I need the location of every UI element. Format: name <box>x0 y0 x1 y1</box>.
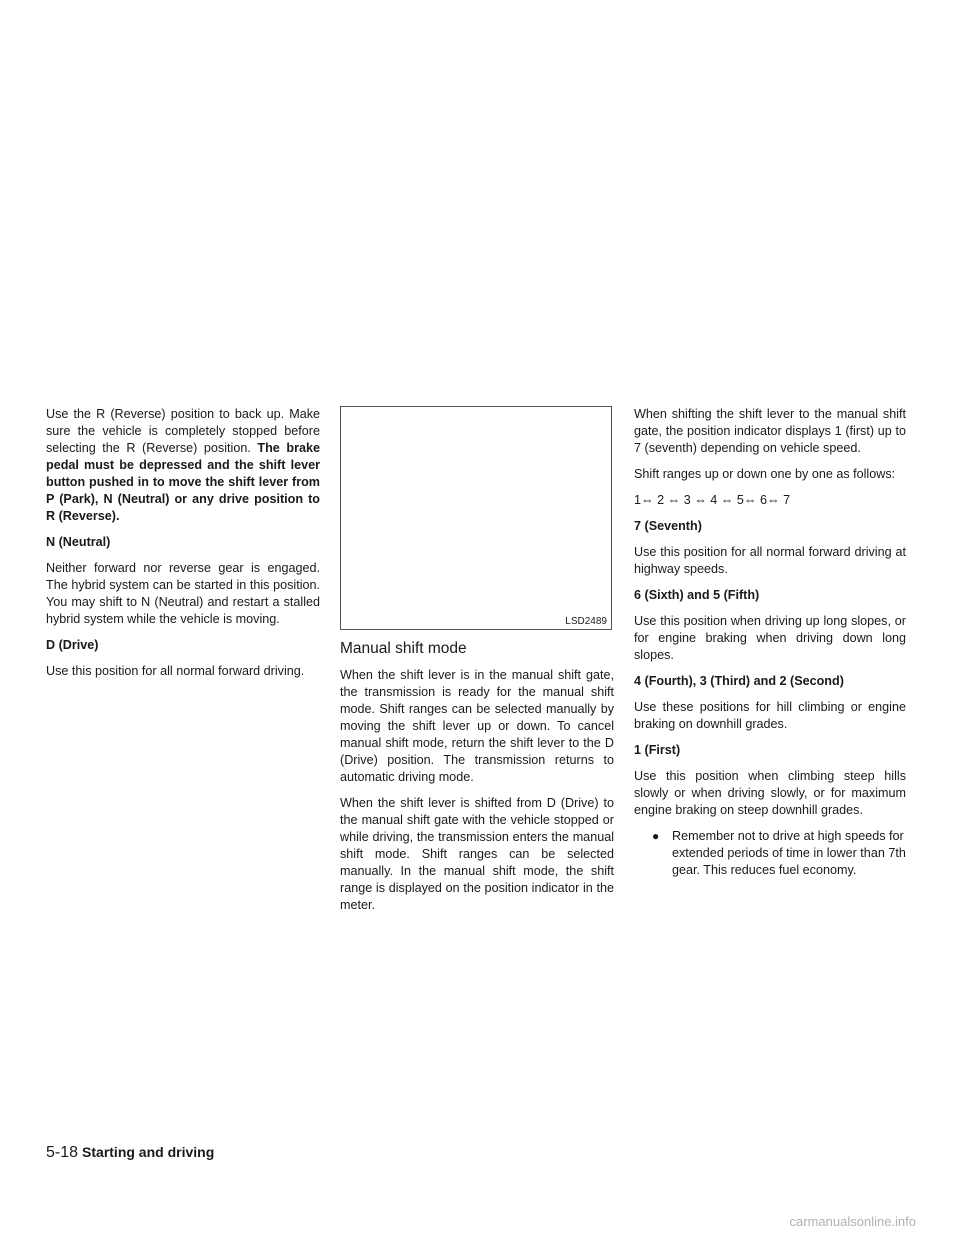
page-number: 5-18 <box>46 1144 79 1161</box>
seventh-heading: 7 (Seventh) <box>634 519 702 533</box>
shift-ranges-paragraph: Shift ranges up or down one by one as follows: <box>634 467 896 481</box>
manual-shift-heading: Manual shift mode <box>340 640 467 657</box>
bullet-item <box>652 828 906 879</box>
sixth-fifth-heading: 6 (Sixth) and 5 (Fifth) <box>634 588 760 602</box>
right-column <box>634 406 906 879</box>
neutral-heading: N (Neutral) <box>46 535 111 549</box>
left-column <box>46 406 320 689</box>
bullet-text: Remember not to drive at high speeds for extended periods of time in lower than 7th gear. This reduces fuel economy. <box>672 829 906 877</box>
manual-shift-paragraph-2: When the shift lever is shifted from D (Drive) to the manual shift gate with the vehicle stopped or while driving, the transmission enters the manual shift mode. Shift ranges can be selected manually. In the manual shift mode, the shift range is displayed on the position indicator in the meter. <box>340 796 614 912</box>
drive-heading: D (Drive) <box>46 638 99 652</box>
bullet-dot-icon: ● <box>652 829 660 843</box>
figure-placeholder <box>340 406 612 630</box>
first-heading: 1 (First) <box>634 743 681 757</box>
shift-sequence: 1⇔ 2 ⇔ 3 ⇔ 4 ⇔ 5⇔ 6⇔ 7 <box>634 493 791 507</box>
neutral-paragraph: Neither forward nor reverse gear is engaged. The hybrid system can be started in this position. You may shift to N (Neutral) and restart a stalled hybrid system while the vehicle is moving. <box>46 561 320 626</box>
fourth-third-second-paragraph: Use these positions for hill climbing or engine braking on downhill grades. <box>634 700 906 731</box>
watermark: carmanualsonline.info <box>789 1214 916 1229</box>
drive-paragraph: Use this position for all normal forward driving. <box>46 664 305 678</box>
figure-code: LSD2489 <box>565 616 607 627</box>
fourth-third-second-heading: 4 (Fourth), 3 (Third) and 2 (Second) <box>634 674 844 688</box>
section-title: Starting and driving <box>82 1144 215 1160</box>
first-paragraph: Use this position when climbing steep hills slowly or when driving slowly, or for maximum engine braking on steep downhill grades. <box>634 769 906 817</box>
sixth-fifth-paragraph: Use this position when driving up long slopes, or for engine braking when driving down long slopes. <box>634 614 906 662</box>
seventh-paragraph: Use this position for all normal forward driving at highway speeds. <box>634 545 906 576</box>
reverse-warning: The brake pedal must be depressed and the shift lever button pushed in to move the shift lever from P (Park), N (Neutral) or any drive position to R (Reverse). <box>46 441 320 523</box>
reverse-paragraph: Use the R (Reverse) position to back up. Make sure the vehicle is completely stopped before selecting the R (Reverse) position. The brake pedal must be depressed and the shift lever button pushed in to move the shift lever from P (Park), N (Neutral) or any drive position to R (Reverse). <box>46 407 320 523</box>
manual-shift-paragraph-1: When the shift lever is in the manual shift gate, the transmission is ready for the manual shift mode. Shift ranges can be selected manually by moving the shift lever up or down. To cancel manual shift mode, return the shift lever to the D (Drive) position. The transmission returns to automatic driving mode. <box>340 668 614 784</box>
page-footer <box>46 1144 214 1162</box>
position-indicator-paragraph: When shifting the shift lever to the manual shift gate, the position indicator displays 1 (first) up to 7 (seventh) depending on vehicle speed. <box>634 407 906 455</box>
middle-column <box>340 406 614 923</box>
